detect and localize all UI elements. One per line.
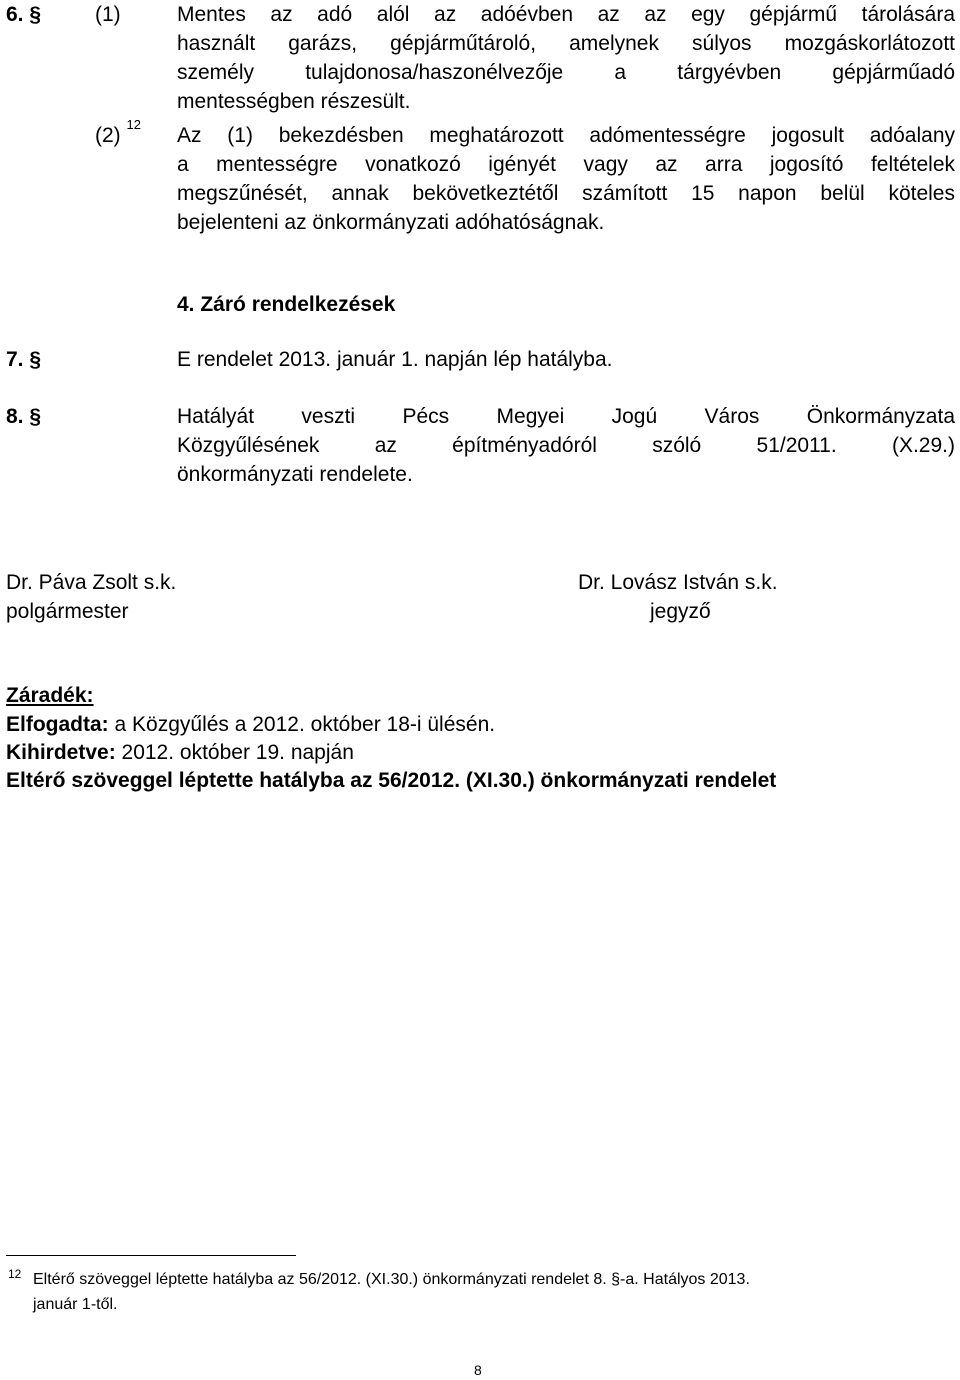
text-line: bejelenteni az önkormányzati adóhatóságnak. <box>177 211 605 234</box>
text-line: megszűnését, annak bekövetkeztétől számított 15 napon belül köteles <box>177 182 955 205</box>
section-7-number: 7. § <box>6 348 42 371</box>
text-line: Az (1) bekezdésben meghatározott adómentességre jogosult adóalany <box>177 124 955 147</box>
text-line: személy tulajdonosa/haszonélvezője a tárgyévben gépjárműadó <box>177 61 955 84</box>
clause-heading: Záradék: <box>6 684 94 707</box>
text-line: használt garázs, gépjárműtároló, amelynek súlyos mozgáskorlátozott <box>177 32 955 55</box>
footnote-line-1 <box>33 1268 750 1292</box>
section-8-number: 8. § <box>6 405 42 428</box>
text-line: mentességben részesült. <box>177 90 411 113</box>
footnote-text-tail: -a. Hatályos 2013. <box>620 1271 750 1288</box>
footnote-reference: 12 <box>126 117 141 132</box>
text-line: a mentességre vonatkozó igényét vagy az arra jogosító feltételek <box>177 153 955 176</box>
clause-adopted-label: Elfogadta: <box>6 713 109 736</box>
clause-adopted <box>6 710 495 739</box>
section-6-para-2-marker: (2) $^{12}$ <box>95 117 141 147</box>
footnote-line-2: január 1-től. <box>33 1296 118 1313</box>
section-6-para-1-marker: (1) <box>95 3 121 26</box>
text-line: Hatályát veszti Pécs Megyei Jogú Város Önkormányzata <box>177 405 955 428</box>
footnote-number: 12 <box>8 1267 22 1281</box>
clause-amended: Eltérő szöveggel léptette hatályba az 56/2012. (XI.30.) önkormányzati rendelet <box>6 769 777 792</box>
section-6-number: 6. § <box>6 3 42 26</box>
section-sign: § <box>29 3 42 26</box>
clause-adopted-text: a Közgyűlés a 2012. október 18-i ülésén. <box>108 713 496 736</box>
section-sign: § <box>611 1271 621 1288</box>
signature-left-title: polgármester <box>6 600 129 623</box>
text-line: Közgyűlésének az építményadóról szóló 51/2011. (X.29.) <box>177 434 955 457</box>
section-8-text <box>177 402 955 489</box>
section-sign: § <box>29 348 42 371</box>
clause-published-text: 2012. október 19. napján <box>115 741 354 764</box>
section-7-text: E rendelet 2013. január 1. napján lép hatályba. <box>177 348 613 371</box>
signature-right-name: Dr. Lovász István s.k. <box>578 571 778 594</box>
signature-left-name: Dr. Páva Zsolt s.k. <box>6 571 177 594</box>
page-number: 8 <box>474 1362 482 1378</box>
section-6-para-2-text <box>177 121 955 237</box>
clause-published <box>6 738 354 767</box>
clause-published-label: Kihirdetve: <box>6 741 116 764</box>
chapter-4-heading: 4. Záró rendelkezések <box>177 293 396 316</box>
signature-right-title: jegyző <box>650 600 711 623</box>
text-line: Mentes az adó alól az adóévben az az egy gépjármű tárolására <box>177 3 955 26</box>
footnote-separator <box>6 1255 296 1256</box>
footnote-text: Eltérő szöveggel léptette hatályba az 56/2012. (XI.30.) önkormányzati rendelet 8. <box>33 1271 607 1288</box>
section-sign: § <box>29 405 42 428</box>
text-line: önkormányzati rendelete. <box>177 463 413 486</box>
section-6-para-1-text <box>177 0 955 116</box>
